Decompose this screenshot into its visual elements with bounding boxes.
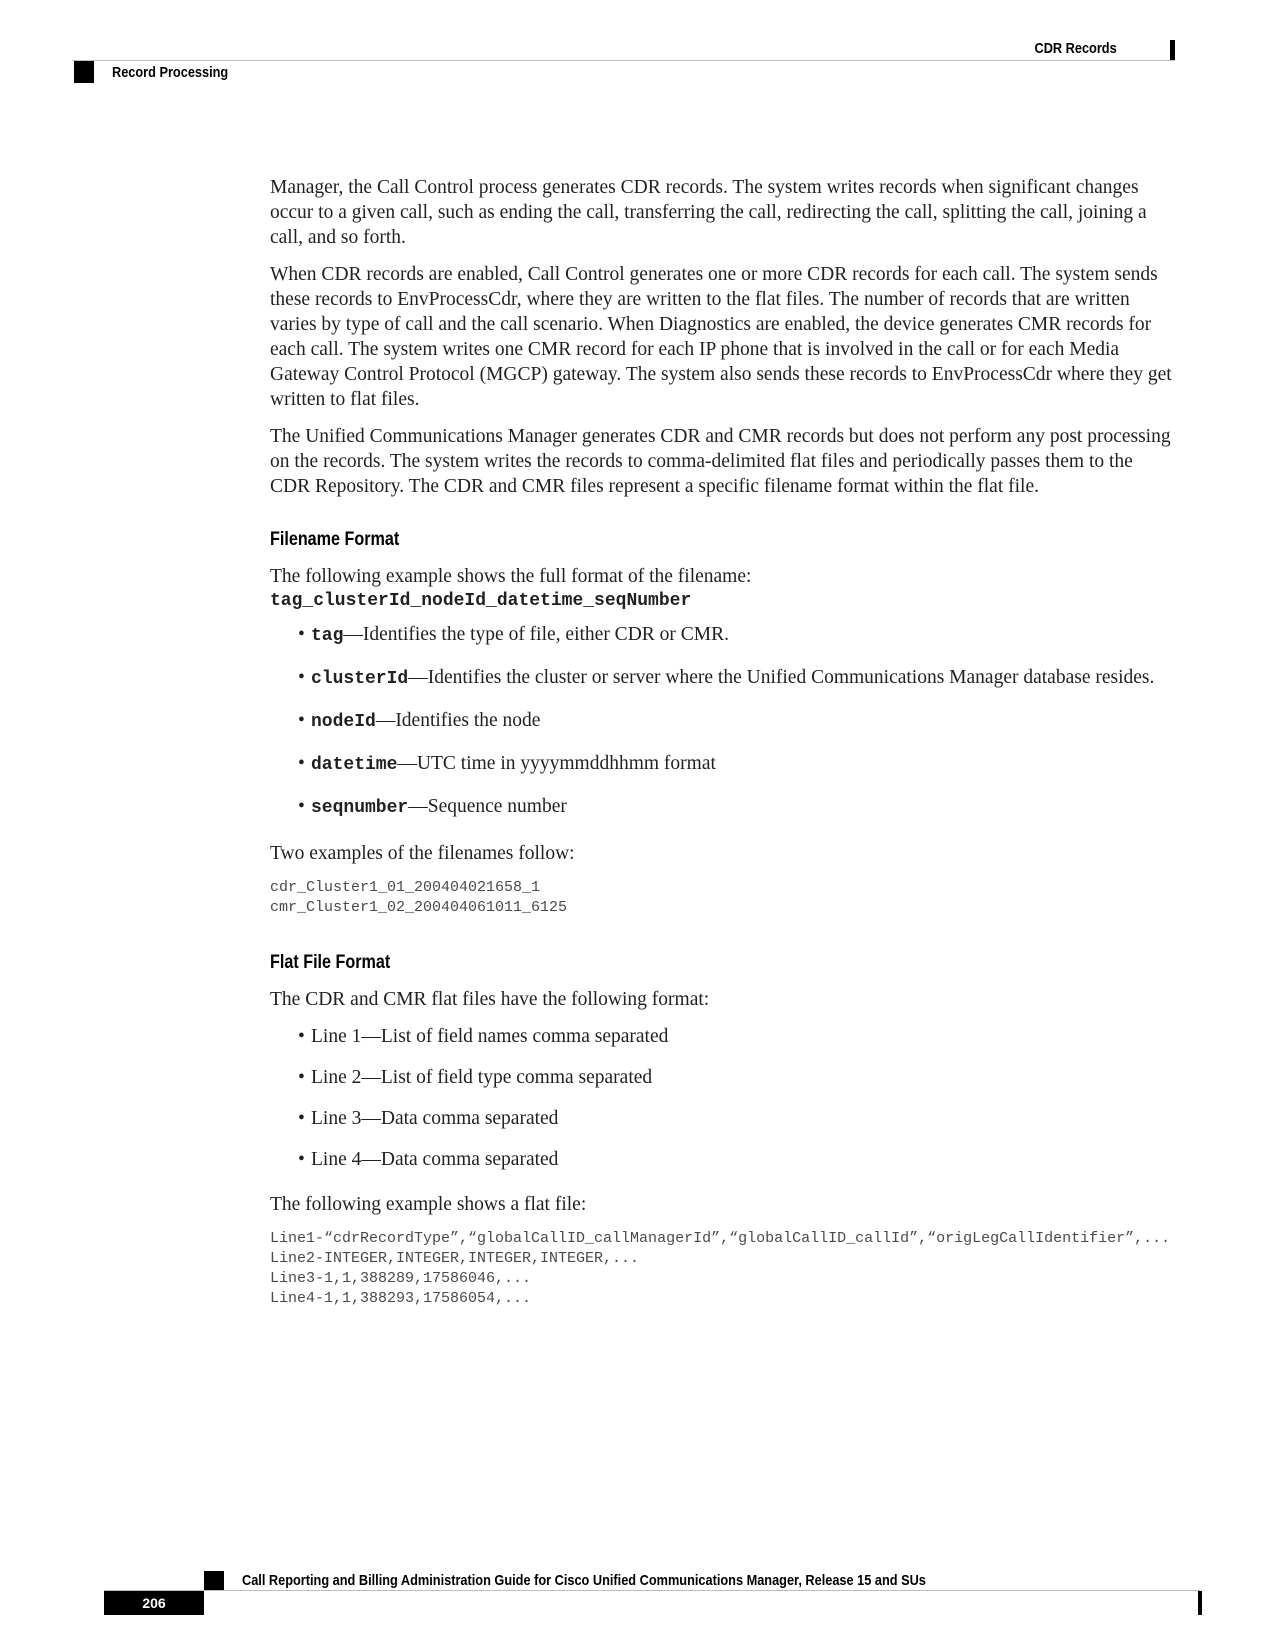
code-line: Line3-1,1,388289,17586046,... <box>270 1270 532 1287</box>
field-desc: —Identifies the node <box>375 710 541 731</box>
list-item: • Line 2—List of field type comma separated <box>298 1067 653 1088</box>
list-item: • Line 3—Data comma separated <box>298 1108 559 1129</box>
list-item: • Line 4—Data comma separated <box>298 1149 559 1170</box>
flat-file-format-intro: The CDR and CMR flat files have the following format: <box>270 989 710 1010</box>
filename-format-heading: Filename Format <box>270 529 400 550</box>
field-desc: —Identifies the cluster or server where the Unified Communications Manager database resides. <box>408 667 1155 688</box>
field-term: seqnumber <box>311 798 409 818</box>
field-term: tag <box>311 626 344 646</box>
footer-block <box>204 1571 224 1591</box>
filename-examples-code <box>270 878 1175 918</box>
list-item: • nodeId—Identifies the node <box>298 710 541 732</box>
intro-paragraph-1: Manager, the Call Control process generates CDR records. The system writes records when significant changes occur to a given call, such as ending the call, transferring the call, redirecting the call, splitting the call, joining a call, and so forth. <box>270 177 1147 248</box>
list-item: • clusterId—Identifies the cluster or server where the Unified Communications Manager database resides. <box>298 667 1155 689</box>
intro-paragraph-2: When CDR records are enabled, Call Control generates one or more CDR records for each call. The system sends these records to EnvProcessCdr, where they are written to the flat files. The number of records that are written varies by type of call and the call scenario. When Diagnostics are enabled, the device generates CMR records for each call. The system writes one CMR record for each IP phone that is involved in the call or for each Media Gateway Control Protocol (MGCP) gateway. The system also sends these records to EnvProcessCdr where they get written to flat files. <box>270 264 1172 410</box>
header-left-block <box>74 61 94 83</box>
filename-format-intro <box>270 564 1175 614</box>
list-item-text: Line 4—Data comma separated <box>311 1149 559 1170</box>
header-right-bar <box>1170 40 1175 60</box>
list-item: • tag—Identifies the type of file, either CDR or CMR. <box>298 624 729 646</box>
field-term: clusterId <box>311 669 409 689</box>
filename-format-intro-text: The following example shows the full format of the filename: <box>270 566 752 587</box>
code-line: Line2-INTEGER,INTEGER,INTEGER,INTEGER,... <box>270 1250 640 1267</box>
field-term: nodeId <box>311 712 376 732</box>
header-section-right: CDR Records <box>1034 40 1117 57</box>
code-line: cmr_Cluster1_02_200404061011_6125 <box>270 899 568 916</box>
filename-field-list <box>270 622 1175 821</box>
page-content <box>270 175 1175 1321</box>
footer-title: Call Reporting and Billing Administration Guide for Cisco Unified Communications Manager, Release 15 and SUs <box>242 1572 926 1589</box>
list-item-text: Line 2—List of field type comma separated <box>311 1067 653 1088</box>
flat-file-format-heading: Flat File Format <box>270 952 391 973</box>
footer-rule <box>104 1590 1200 1591</box>
footer-right-bar <box>1198 1591 1202 1615</box>
list-item-text: Line 3—Data comma separated <box>311 1108 559 1129</box>
list-item: • Line 1—List of field names comma separated <box>298 1026 669 1047</box>
field-desc: —Identifies the type of file, either CDR or CMR. <box>343 624 729 645</box>
header-rule <box>72 60 1175 61</box>
field-desc: —UTC time in yyyymmddhhmm format <box>397 753 716 774</box>
flat-file-example-code <box>270 1229 1175 1309</box>
flat-file-line-list <box>270 1024 1175 1172</box>
list-item-text: Line 1—List of field names comma separated <box>311 1026 669 1047</box>
code-line: Line1-“cdrRecordType”,“globalCallID_callManagerId”,“globalCallID_callId”,“origLegCallIdentifier”,... <box>270 1230 1171 1247</box>
list-item: • datetime—UTC time in yyyymmddhhmm format <box>298 753 716 775</box>
intro-paragraph-3: The Unified Communications Manager generates CDR and CMR records but does not perform any post processing on the records. The system writes the records to comma-delimited flat files and periodically passes them to the CDR Repository. The CDR and CMR files represent a specific filename format within the flat file. <box>270 426 1171 497</box>
field-term: datetime <box>311 755 398 775</box>
filename-examples-intro: Two examples of the filenames follow: <box>270 843 575 864</box>
code-line: cdr_Cluster1_01_200404021658_1 <box>270 879 541 896</box>
flat-file-example-intro: The following example shows a flat file: <box>270 1194 587 1215</box>
page-number: 206 <box>104 1591 204 1615</box>
list-item: • seqnumber—Sequence number <box>298 796 567 818</box>
field-desc: —Sequence number <box>408 796 567 817</box>
code-line: Line4-1,1,388293,17586054,... <box>270 1290 532 1307</box>
filename-format-pattern: tag_clusterId_nodeId_datetime_seqNumber <box>270 591 692 611</box>
header-section-left: Record Processing <box>112 64 229 81</box>
